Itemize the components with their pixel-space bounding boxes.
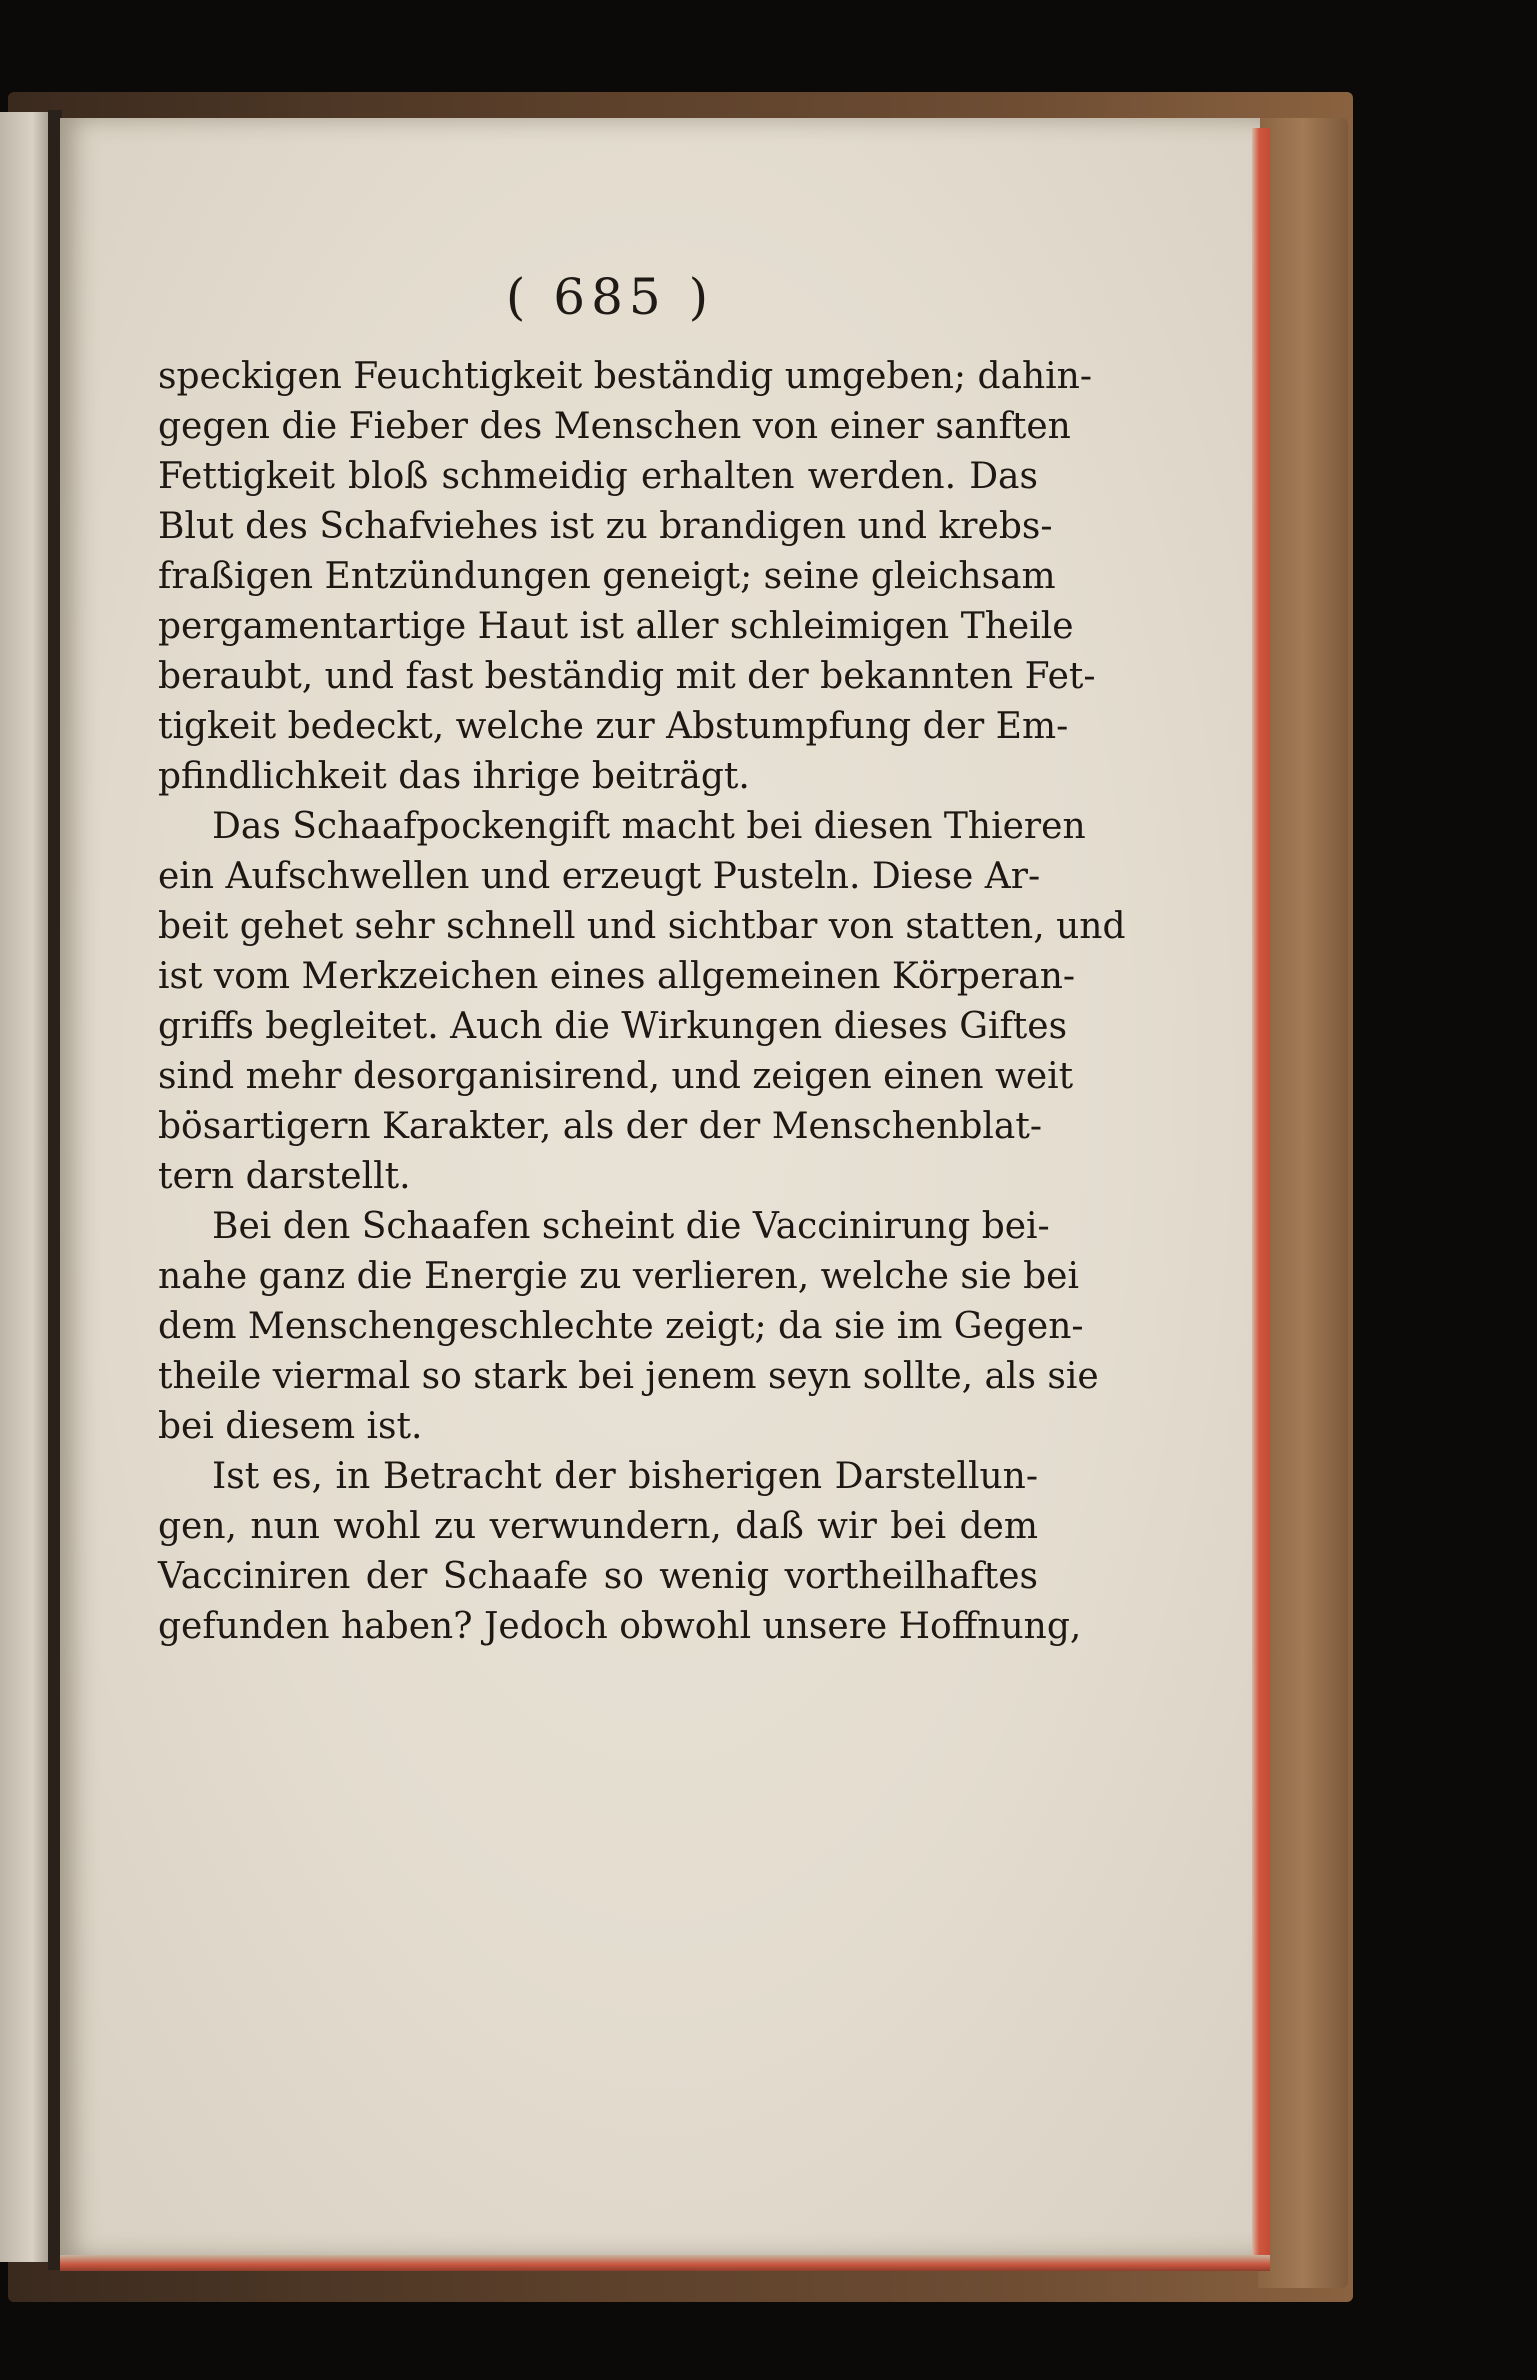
page-fore-edge <box>1252 128 1270 2256</box>
page-bottom-edge <box>60 2255 1270 2271</box>
text-line: griffs begleitet. Auch die Wirkungen dieses Giftes <box>158 1006 1068 1047</box>
text-line: gefunden haben? Jedoch obwohl unsere Hoffnung, <box>158 1606 1082 1647</box>
text-line: sind mehr desorganisirend, und zeigen einen weit <box>158 1056 1074 1097</box>
text-line: speckigen Feuchtigkeit beständig umgeben; dahin- <box>158 356 1093 397</box>
text-line: dem Menschengeschlechte zeigt; da sie im Gegen- <box>158 1306 1084 1347</box>
text-line: gegen die Fieber des Menschen von einer sanften <box>158 406 1071 447</box>
text-line: gen, nun wohl zu verwundern, daß wir bei dem <box>158 1506 1038 1547</box>
text-line: beit gehet sehr schnell und sichtbar von statten, und <box>158 906 1126 947</box>
page-number: ( 685 ) <box>505 268 715 326</box>
text-line: theile viermal so stark bei jenem seyn sollte, als sie <box>158 1356 1099 1397</box>
text-line: Vacciniren der Schaafe so wenig vortheilhaftes <box>158 1556 1038 1597</box>
text-line: Ist es, in Betracht der bisherigen Darstellun- <box>212 1456 1038 1497</box>
text-line: Fettigkeit bloß schmeidig erhalten werden. Das <box>158 456 1038 497</box>
text-line: bei diesem ist. <box>158 1406 423 1447</box>
text-line: Blut des Schafviehes ist zu brandigen und krebs- <box>158 506 1053 547</box>
paragraph <box>158 352 1096 802</box>
cover-edge <box>1258 118 1348 2288</box>
paragraph <box>158 1452 1082 1652</box>
text-line: ist vom Merkzeichen eines allgemeinen Körperan- <box>158 956 1076 997</box>
text-line: tern darstellt. <box>158 1156 411 1197</box>
text-line: beraubt, und fast beständig mit der bekannten Fet- <box>158 656 1096 697</box>
text-line: Das Schaafpockengift macht bei diesen Thieren <box>212 806 1086 847</box>
text-line: ein Aufschwellen und erzeugt Pusteln. Diese Ar- <box>158 856 1041 897</box>
text-line: bösartigern Karakter, als der der Menschenblat- <box>158 1106 1043 1147</box>
text-line: Bei den Schaafen scheint die Vaccinirung bei- <box>212 1206 1050 1247</box>
text-line: pfindlichkeit das ihrige beiträgt. <box>158 756 750 797</box>
text-line: nahe ganz die Energie zu verlieren, welche sie bei <box>158 1256 1079 1297</box>
paragraph <box>158 802 1126 1202</box>
previous-page-edge <box>0 112 54 2262</box>
text-line: pergamentartige Haut ist aller schleimigen Theile <box>158 606 1074 647</box>
text-line: tigkeit bedeckt, welche zur Abstumpfung der Em- <box>158 706 1069 747</box>
text-line: fraßigen Entzündungen geneigt; seine gleichsam <box>158 556 1056 597</box>
paragraph <box>158 1202 1099 1452</box>
page-text <box>158 352 1126 1652</box>
